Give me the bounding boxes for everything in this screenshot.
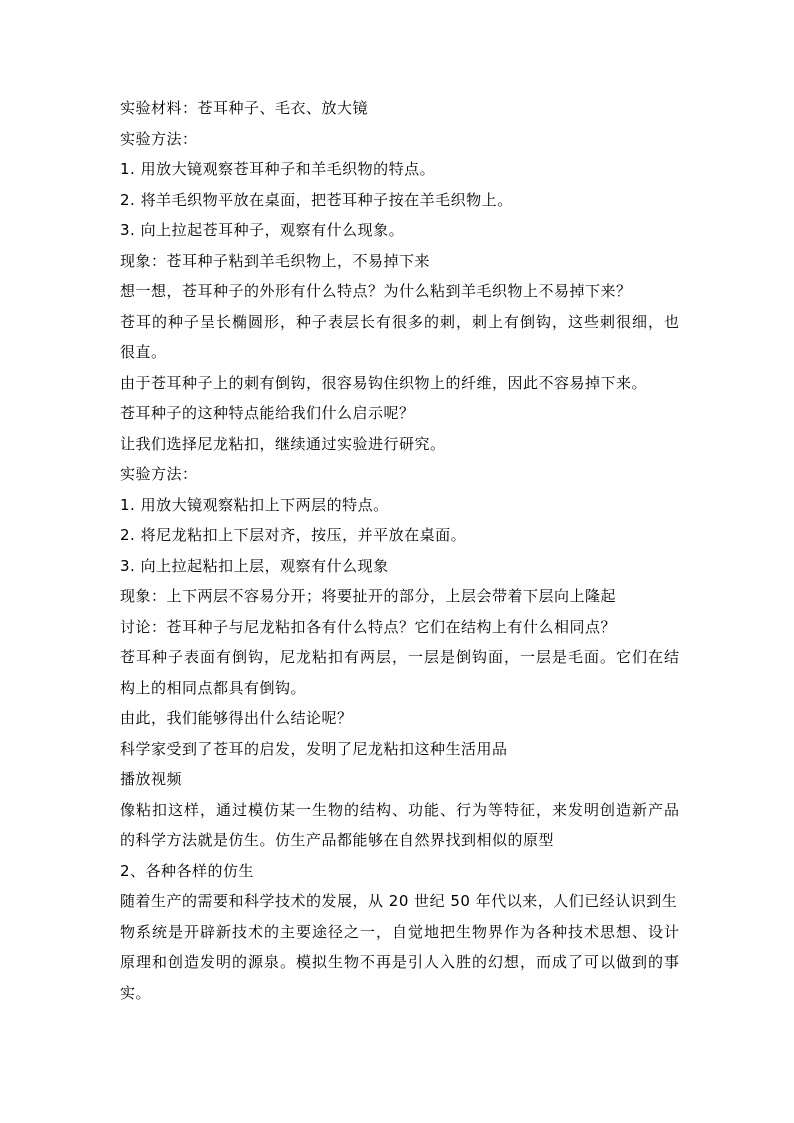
phenomenon-line: 现象：苍耳种子粘到羊毛织物上，不易掉下来 — [120, 251, 431, 270]
paragraph-line: 苍耳种子表面有倒钩，尼龙粘扣有两层，一层是倒钩面，一层是毛面。它们在结 — [120, 648, 681, 666]
paragraph-line: 随着生产的需要和科学技术的发展，从 20 世纪 50 年代以来，人们已经认识到生 — [120, 892, 678, 910]
method-heading: 实验方法： — [120, 465, 198, 483]
paragraph-line: 构上的相同点都具有倒钩。 — [120, 678, 307, 697]
method-step: 1. 用放大镜观察苍耳种子和羊毛织物的特点。 — [120, 160, 436, 178]
paragraph-line: 科学家受到了苍耳的启发，发明了尼龙粘扣这种生活用品 — [120, 739, 508, 758]
materials-line: 实验材料：苍耳种子、毛衣、放大镜 — [120, 99, 369, 117]
discussion-line: 讨论：苍耳种子与尼龙粘扣各有什么特点？它们在结构上有什么相同点？ — [120, 617, 617, 636]
question-line: 苍耳种子的这种特点能给我们什么启示呢？ — [120, 404, 415, 422]
paragraph-line: 实。 — [120, 983, 152, 1002]
method-step: 2. 将尼龙粘扣上下层对齐，按压，并平放在桌面。 — [120, 526, 467, 544]
paragraph-line: 原理和创造发明的源泉。模拟生物不再是引人入胜的幻想，而成了可以做到的事 — [120, 953, 681, 971]
section-heading: 2、各种各样的仿生 — [120, 861, 255, 880]
method-step: 3. 向上拉起粘扣上层，观察有什么现象 — [120, 556, 389, 575]
method-step: 2. 将羊毛织物平放在桌面，把苍耳种子按在羊毛织物上。 — [120, 190, 513, 209]
paragraph-line: 很直。 — [120, 343, 167, 361]
paragraph-line: 的科学方法就是仿生。仿生产品都能够在自然界找到相似的原型 — [120, 831, 555, 849]
method-step: 1. 用放大镜观察粘扣上下两层的特点。 — [120, 495, 389, 514]
paragraph-line: 苍耳的种子呈长椭圆形，种子表层长有很多的刺，刺上有倒钩，这些刺很细，也 — [120, 312, 681, 331]
phenomenon-line: 现象：上下两层不容易分开；将要扯开的部分，上层会带着下层向上隆起 — [120, 587, 617, 605]
paragraph-line: 播放视频 — [120, 770, 183, 788]
paragraph-line: 物系统是开辟新技术的主要途径之一，自觉地把生物界作为各种技术思想、设计 — [120, 922, 681, 941]
document-body — [120, 93, 680, 1008]
paragraph-line: 让我们选择尼龙粘扣，继续通过实验进行研究。 — [120, 434, 446, 453]
method-step: 3. 向上拉起苍耳种子，观察有什么现象。 — [120, 221, 405, 239]
method-heading: 实验方法： — [120, 129, 198, 148]
paragraph-line: 由于苍耳种子上的刺有倒钩，很容易钩住织物上的纤维，因此不容易掉下来。 — [120, 373, 648, 392]
question-line: 由此，我们能够得出什么结论呢？ — [120, 709, 353, 727]
paragraph-line: 像粘扣这样，通过模仿某一生物的结构、功能、行为等特征，来发明创造新产品 — [120, 800, 681, 819]
question-line: 想一想，苍耳种子的外形有什么特点？为什么粘到羊毛织物上不易掉下来？ — [120, 282, 632, 300]
